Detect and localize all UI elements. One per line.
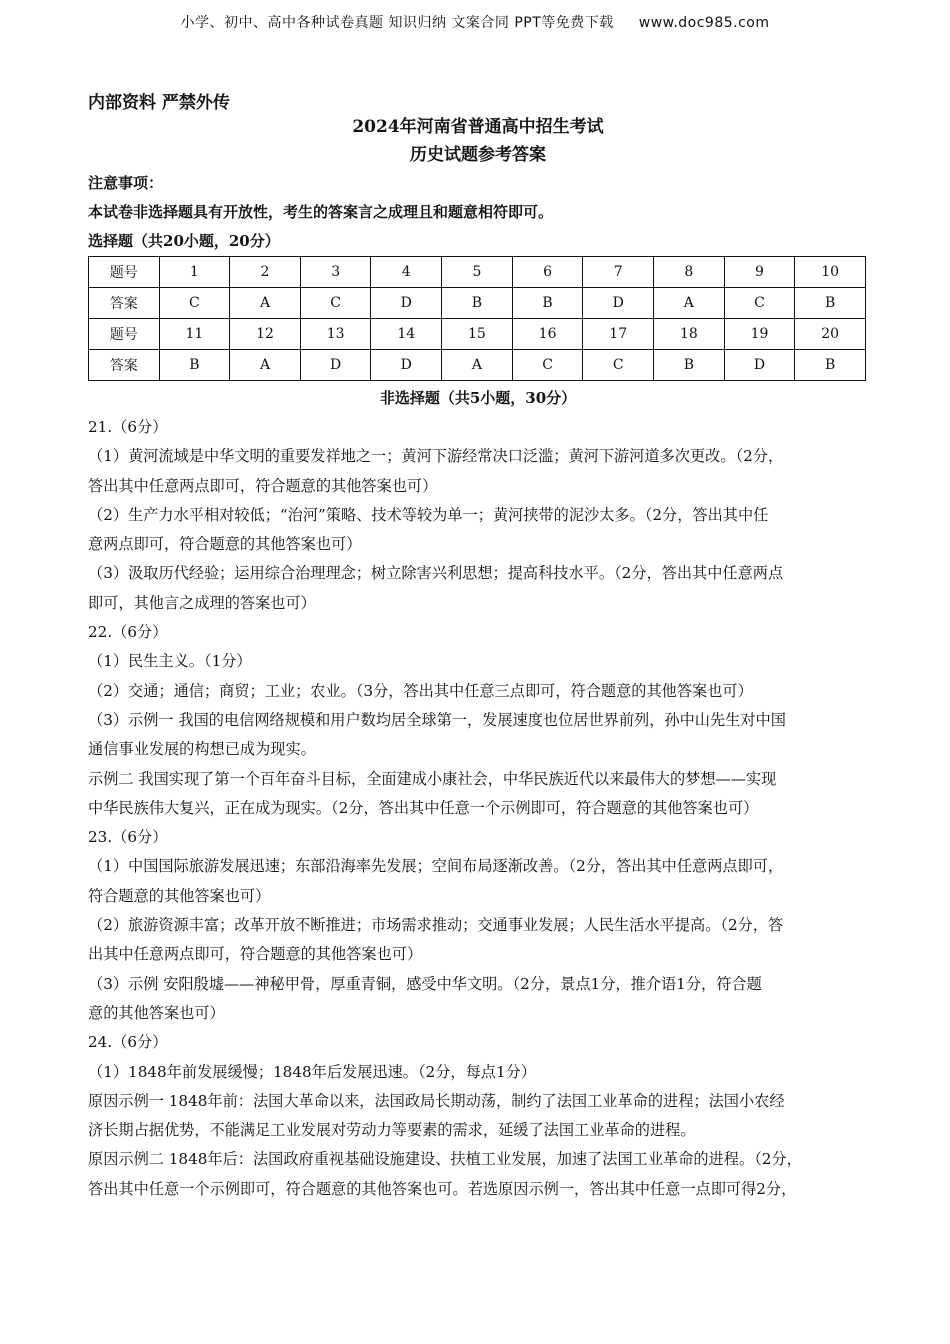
- notes-body: 本试卷非选择题具有开放性，考生的答案言之成理且和题意相符即可。: [88, 203, 554, 221]
- table-cell: 4: [371, 257, 442, 288]
- table-cell: 12: [230, 319, 301, 350]
- table-cell: D: [300, 350, 371, 381]
- text-line: 原因示例二 1848年后：法国政府重视基础设施建设、扶植工业发展，加速了法国工业革命的进程。（2分，: [88, 1150, 802, 1169]
- text-line: 21.（6分）: [88, 418, 168, 436]
- table-cell: 6: [512, 257, 583, 288]
- table-cell: 8: [654, 257, 725, 288]
- text-line: 中华民族伟大复兴，正在成为现实。（2分，答出其中任意一个示例即可，符合题意的其他答案也可）: [88, 798, 759, 817]
- table-cell: C: [724, 288, 795, 319]
- text-line: 22.（6分）: [88, 623, 168, 642]
- table-cell: 5: [442, 257, 513, 288]
- text-line: 符合题意的其他答案也可）: [88, 886, 271, 905]
- text-line: （1）黄河流域是中华文明的重要发祥地之一；黄河下游经常决口泛滥；黄河下游河道多次更改。（2分，: [88, 447, 784, 466]
- choice-section-heading: 选择题（共20小题，20分）: [88, 232, 280, 250]
- table-cell: 10: [795, 257, 866, 288]
- table-cell: D: [724, 350, 795, 381]
- table-cell: B: [159, 350, 230, 381]
- header-site-link[interactable]: www.doc985.com: [638, 15, 770, 31]
- table-cell: A: [230, 288, 301, 319]
- text-line: （3）示例 安阳殷墟——神秘甲骨，厚重青铜，感受中华文明。（2分，景点1分，推介语1分，符合题: [88, 974, 762, 993]
- table-cell: 14: [371, 319, 442, 350]
- table-cell: A: [230, 350, 301, 381]
- text-line: （1）1848年前发展缓慢；1848年后发展迅速。（2分，每点1分）: [88, 1062, 537, 1081]
- table-cell: B: [795, 350, 866, 381]
- table-row-answers-2: [89, 350, 866, 381]
- text-line: 通信事业发展的构想已成为现实。: [88, 740, 316, 759]
- table-cell: C: [159, 288, 230, 319]
- table-cell: 11: [159, 319, 230, 350]
- table-cell: A: [654, 288, 725, 319]
- row-label: 题号: [89, 319, 160, 350]
- text-line: 示例二 我国实现了第一个百年奋斗目标，全面建成小康社会，中华民族近代以来最伟大的梦想——实现: [88, 769, 777, 788]
- table-cell: D: [371, 350, 442, 381]
- answer-table: [88, 256, 866, 381]
- table-cell: B: [654, 350, 725, 381]
- table-cell: 17: [583, 319, 654, 350]
- table-row-answers-1: [89, 288, 866, 319]
- table-cell: 20: [795, 319, 866, 350]
- table-cell: D: [371, 288, 442, 319]
- table-cell: 3: [300, 257, 371, 288]
- exam-subtitle: 历史试题参考答案: [410, 145, 546, 165]
- text-line: 意两点即可，符合题意的其他答案也可）: [88, 535, 362, 554]
- text-line: 答出其中任意一个示例即可，符合题意的其他答案也可。若选原因示例一，答出其中任意一点即可得2分，: [88, 1179, 797, 1198]
- document-body: [88, 88, 868, 1204]
- text-line: （1）民生主义。（1分）: [88, 652, 252, 671]
- table-cell: 15: [442, 319, 513, 350]
- table-cell: 13: [300, 319, 371, 350]
- notes-heading: 注意事项：: [88, 174, 164, 192]
- text-line: 原因示例一 1848年前：法国大革命以来，法国政局长期动荡，制约了法国工业革命的进程；法国小农经: [88, 1091, 785, 1110]
- text-line: （1）中国国际旅游发展迅速；东部沿海率先发展；空间布局逐渐改善。（2分，答出其中任意两点即可，: [88, 857, 784, 876]
- internal-notice: 内部资料 严禁外传: [88, 93, 230, 113]
- nonchoice-section-heading: 非选择题（共5小题，30分）: [379, 389, 577, 407]
- text-line: （2）旅游资源丰富；改革开放不断推进；市场需求推动；交通事业发展；人民生活水平提高。（2分，答: [88, 916, 784, 935]
- table-cell: 9: [724, 257, 795, 288]
- text-line: （3）汲取历代经验；运用综合治理理念；树立除害兴利思想；提高科技水平。（2分，答出其中任意两点: [88, 564, 784, 583]
- text-line: 即可，其他言之成理的答案也可）: [88, 593, 316, 612]
- row-label: 答案: [89, 288, 160, 319]
- table-cell: 1: [159, 257, 230, 288]
- table-cell: C: [583, 350, 654, 381]
- table-cell: B: [795, 288, 866, 319]
- table-cell: 19: [724, 319, 795, 350]
- header-ad-text: 小学、初中、高中各种试卷真题 知识归纳 文案合同 PPT等免费下载: [180, 15, 614, 31]
- page-header: [0, 12, 950, 32]
- exam-title: 2024年河南省普通高中招生考试: [352, 117, 604, 137]
- table-cell: 16: [512, 319, 583, 350]
- table-cell: D: [583, 288, 654, 319]
- answer-text: [88, 413, 868, 1204]
- text-line: 出其中任意两点即可，符合题意的其他答案也可）: [88, 945, 423, 964]
- table-cell: 7: [583, 257, 654, 288]
- table-row-questions-1: [89, 257, 866, 288]
- table-cell: 2: [230, 257, 301, 288]
- text-line: 意的其他答案也可）: [88, 1003, 225, 1022]
- text-line: 23.（6分）: [88, 828, 168, 847]
- table-cell: B: [512, 288, 583, 319]
- table-cell: C: [512, 350, 583, 381]
- table-cell: 18: [654, 319, 725, 350]
- row-label: 答案: [89, 350, 160, 381]
- table-row-questions-2: [89, 319, 866, 350]
- text-line: 24.（6分）: [88, 1033, 168, 1052]
- table-cell: A: [442, 350, 513, 381]
- table-cell: B: [442, 288, 513, 319]
- text-line: （3）示例一 我国的电信网络规模和用户数均居全球第一，发展速度也位居世界前列，孙中山先生对中国: [88, 710, 786, 729]
- text-line: （2）交通；通信；商贸；工业；农业。（3分，答出其中任意三点即可，符合题意的其他答案也可）: [88, 681, 753, 700]
- table-cell: C: [300, 288, 371, 319]
- row-label: 题号: [89, 257, 160, 288]
- text-line: 济长期占据优势，不能满足工业发展对劳动力等要素的需求，延缓了法国工业革命的进程。: [88, 1121, 696, 1140]
- text-line: （2）生产力水平相对较低；“治河”策略、技术等较为单一；黄河挟带的泥沙太多。（2分，答出其中任: [88, 505, 769, 524]
- text-line: 答出其中任意两点即可，符合题意的其他答案也可）: [88, 476, 438, 495]
